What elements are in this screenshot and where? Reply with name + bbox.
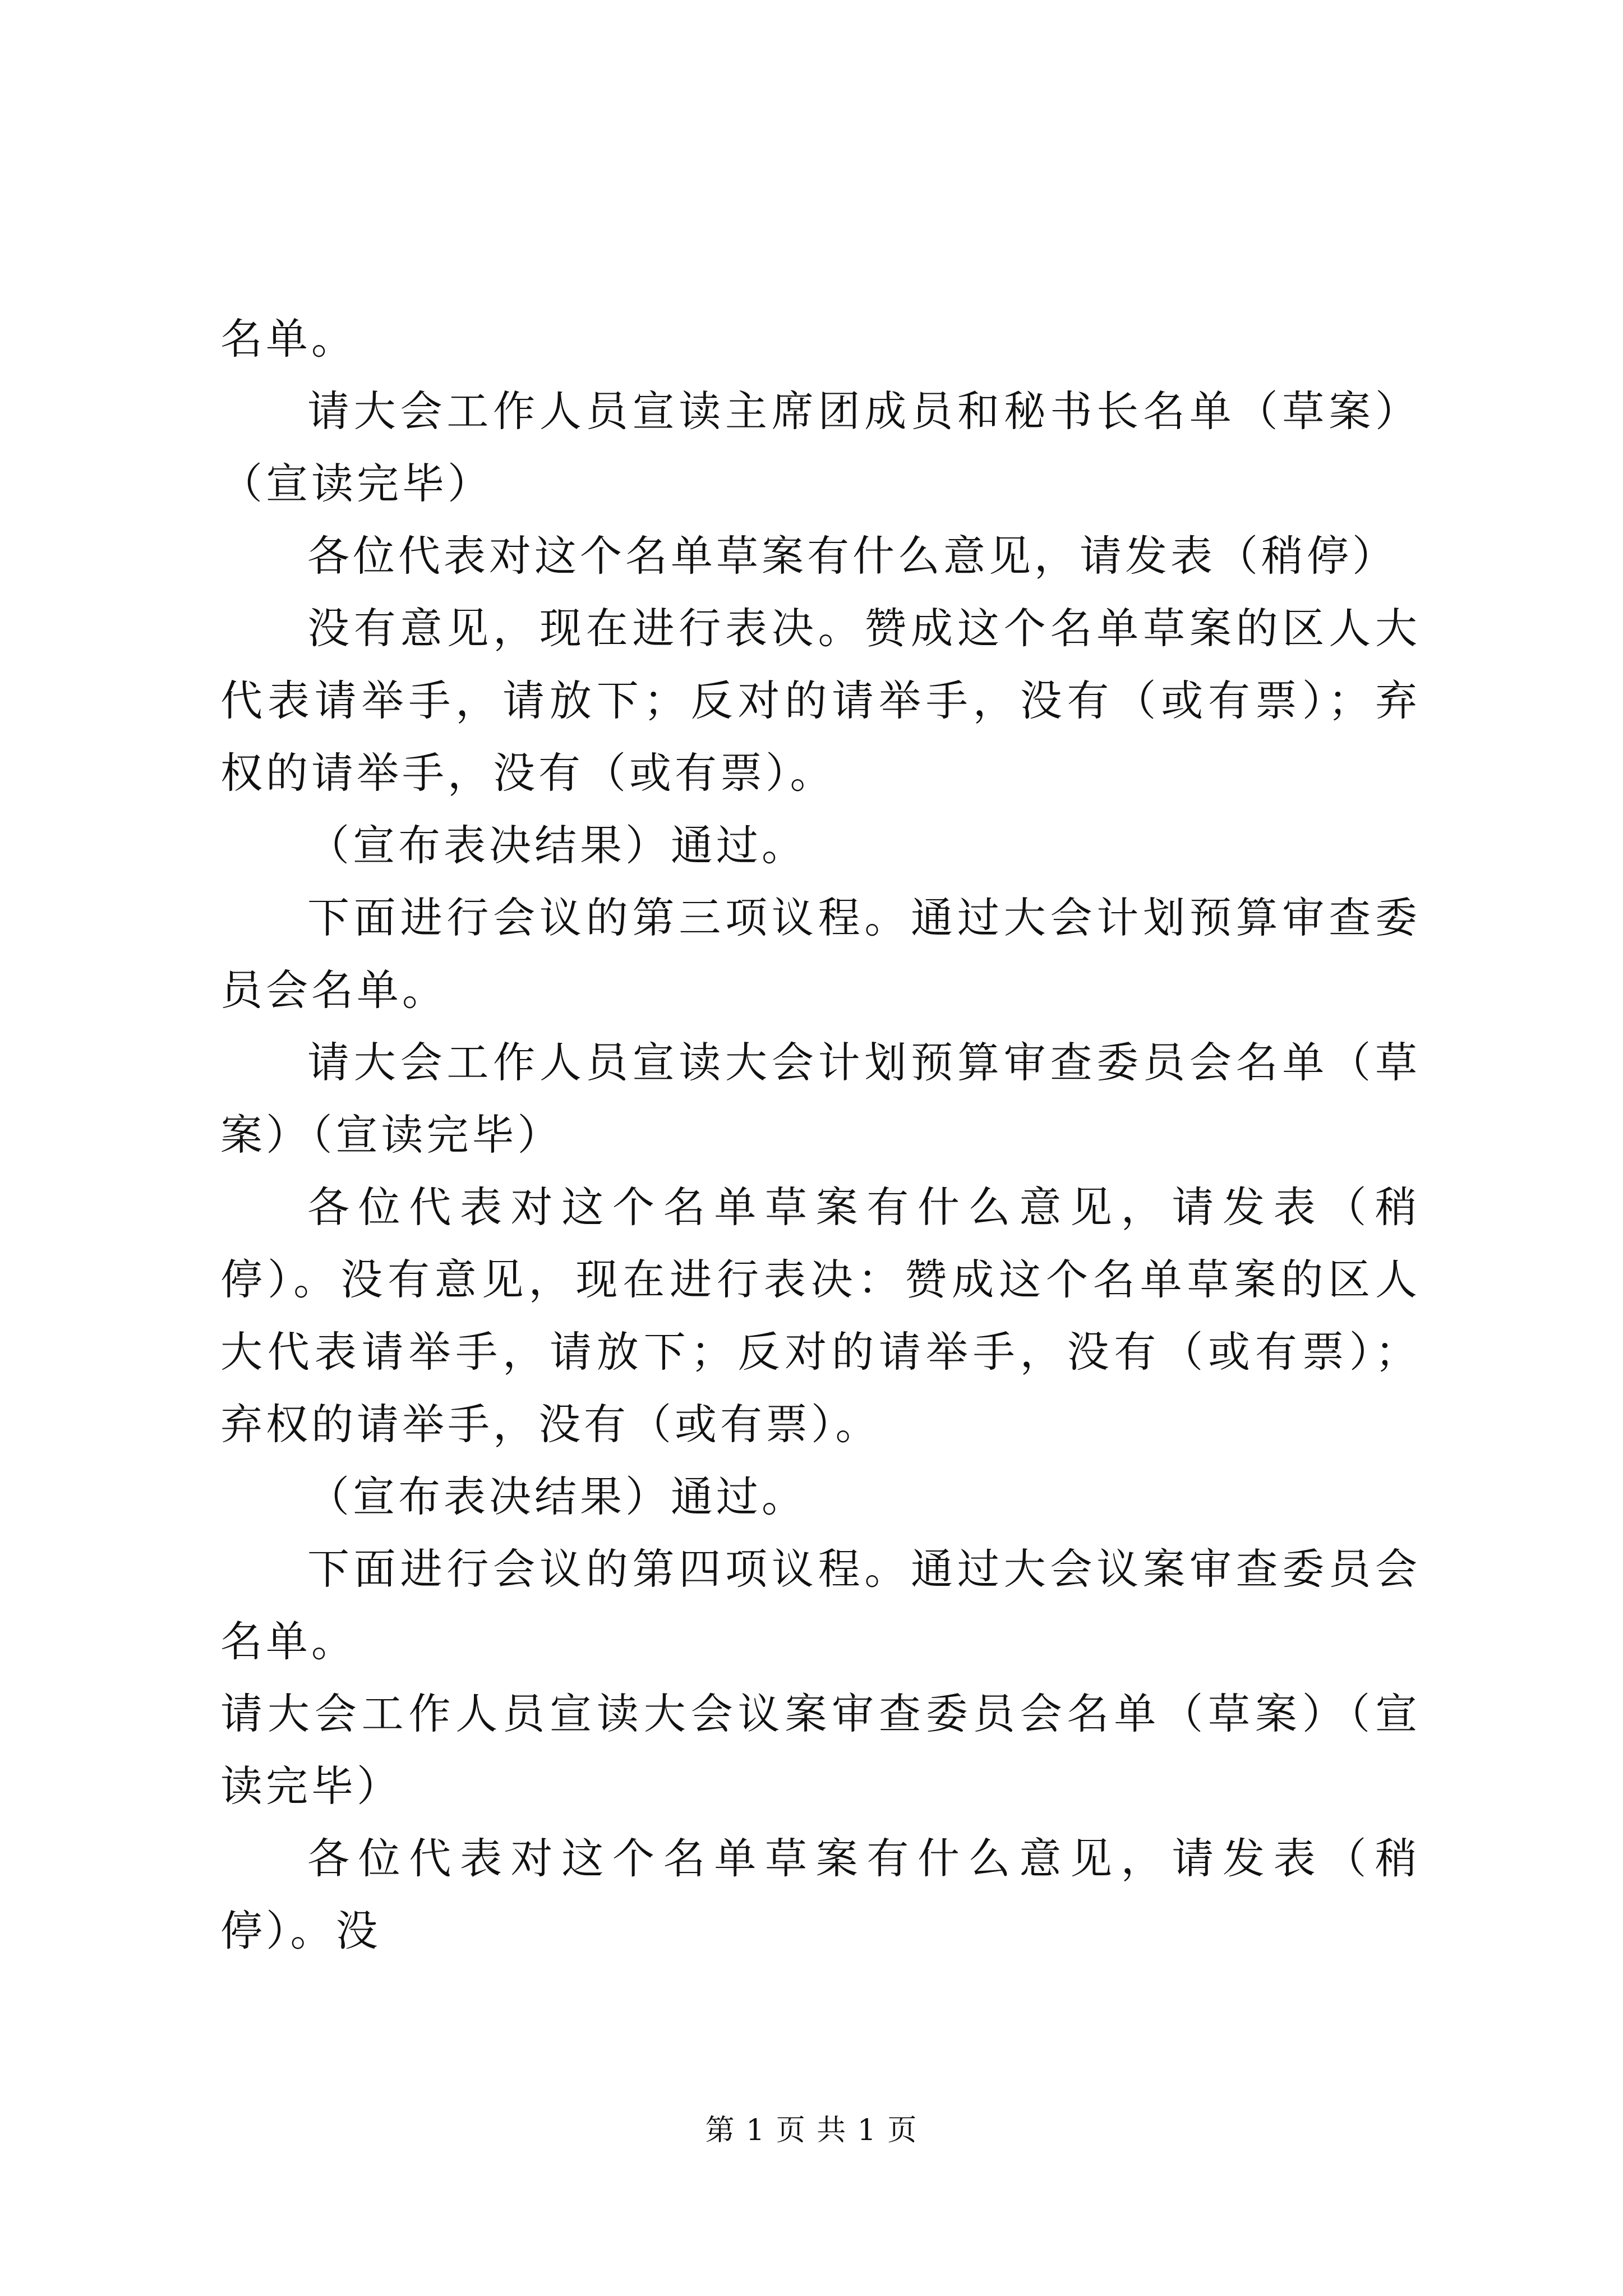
- page-footer: 第 1 页 共 1 页: [705, 2114, 918, 2147]
- paragraph-6: 下面进行会议的第三项议程。通过大会计划预算审查委员会名单。: [220, 893, 1421, 1015]
- paragraph-1: 名单。: [220, 314, 357, 364]
- paragraph-3: 各位代表对这个名单草案有什么意见，请发表（稍停）: [307, 531, 1398, 581]
- paragraph-12: 各位代表对这个名单草案有什么意见，请发表（稍停）。没: [220, 1834, 1421, 1955]
- paragraph-10: 下面进行会议的第四项议程。通过大会议案审查委员会名单。: [220, 1544, 1421, 1666]
- paragraph-9: （宣布表决结果）通过。: [307, 1472, 808, 1521]
- paragraph-4: 没有意见，现在进行表决。赞成这个名单草案的区人大代表请举手，请放下；反对的请举手，没有（或有票）；弃权的请举手，没有（或有票）。: [220, 604, 1421, 798]
- paragraph-2: 请大会工作人员宣读主席团成员和秘书长名单（草案）（宣读完毕）: [220, 386, 1421, 508]
- paragraph-7: 请大会工作人员宣读大会计划预算审查委员会名单（草案）（宣读完毕）: [220, 1038, 1421, 1159]
- paragraph-5: （宣布表决结果）通过。: [307, 821, 808, 870]
- paragraph-11: 请大会工作人员宣读大会议案审查委员会名单（草案）（宣读完毕）: [220, 1689, 1421, 1811]
- paragraph-8: 各位代表对这个名单草案有什么意见，请发表（稍停）。没有意见，现在进行表决：赞成这个名单草案的区人大代表请举手，请放下；反对的请举手，没有（或有票）；弃权的请举手，没有（或有票）。: [220, 1182, 1421, 1449]
- document-body: [220, 303, 1421, 1967]
